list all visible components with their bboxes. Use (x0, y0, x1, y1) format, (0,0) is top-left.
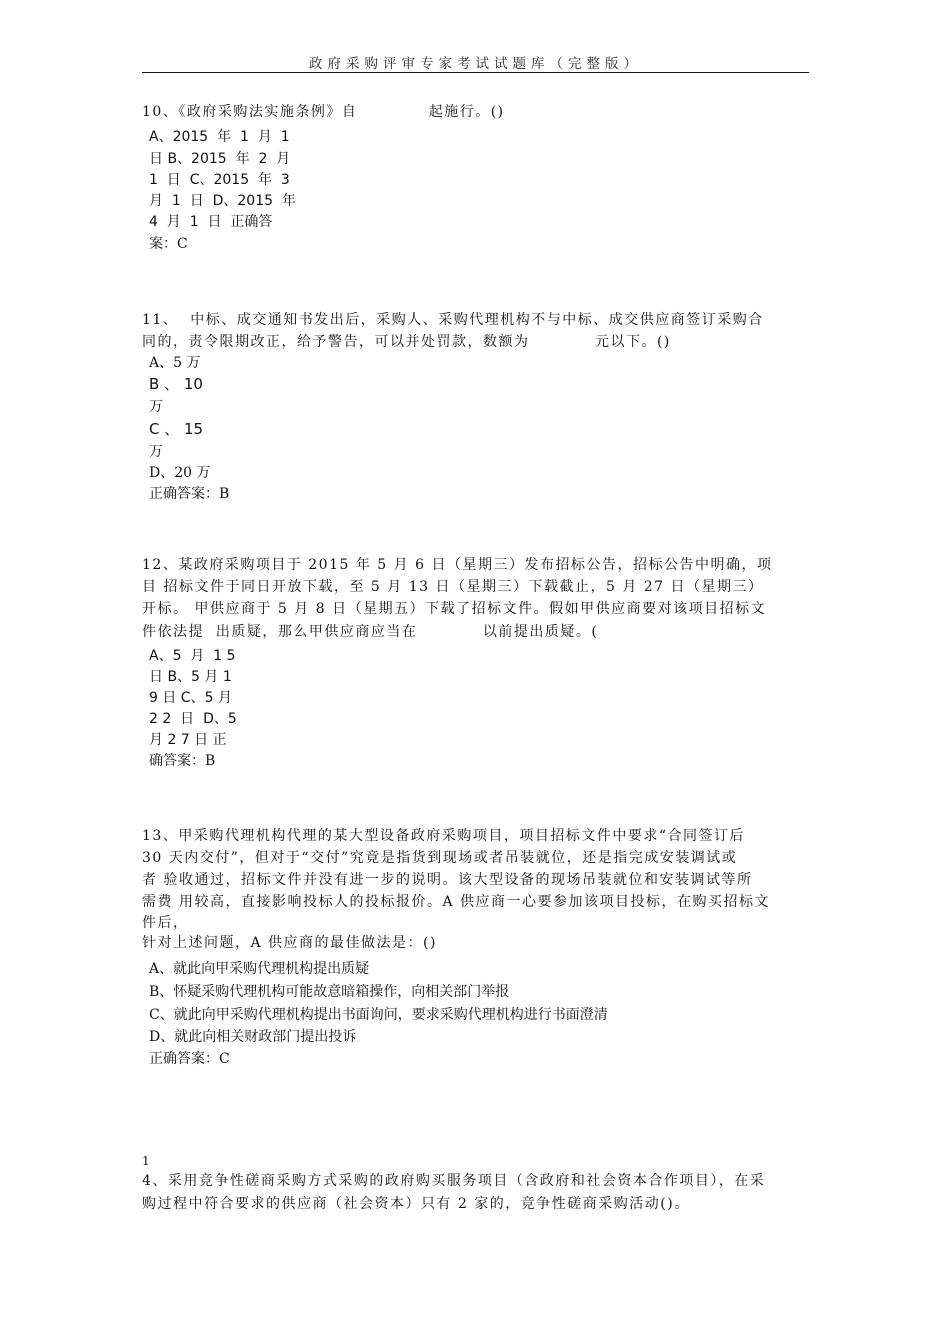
q13-stem-line: 30 天内交付”，但对于“交付”究竟是指货到现场或者吊装就位，还是指完成安装调试或 (142, 850, 738, 866)
q11-option-line: 万 (149, 399, 163, 415)
q13-stem-line: 者 验收通过，招标文件并没有进一步的说明。该大型设备的现场吊装就位和安装调试等所 (142, 872, 753, 888)
q10-option-line: 日 B、2015 年 2 月 (149, 151, 291, 167)
q10-answer: 案：C (149, 236, 188, 252)
q11-stem-line: 11、 中标、成交通知书发出后，采购人、采购代理机构不与中标、成交供应商签订采购合 (142, 312, 764, 328)
q11-option-line: B 、 10 (149, 375, 203, 393)
q10-option-line: 1 日 C、2015 年 3 (149, 172, 290, 188)
q13-option: B、怀疑采购代理机构可能故意暗箱操作，向相关部门举报 (149, 984, 510, 1000)
q11-option-line: C 、 15 (149, 420, 204, 438)
q13-option: C、就此向甲采购代理机构提出书面询问，要求采购代理机构进行书面澄清 (149, 1007, 608, 1023)
q11-option-line: A、5 万 (149, 355, 201, 371)
q12-option-line: A、5 月 1 5 (149, 648, 236, 664)
q4-stem-line: 4、采用竞争性磋商采购方式采购的政府购买服务项目（含政府和社会资本合作项目），在采 (142, 1173, 766, 1189)
q13-stem-line: 针对上述问题，A 供应商的最佳做法是：() (142, 935, 437, 951)
q13-stem-line: 件后， (142, 915, 189, 931)
page-header-title: 政府采购评审专家考试试题库（完整版） (309, 56, 642, 72)
q12-option-line: 日 B、5 月 1 (149, 669, 232, 685)
q13-option: A、就此向甲采购代理机构提出质疑 (149, 961, 370, 977)
q11-option-line: D、20 万 (149, 465, 211, 481)
q12-stem-line: 目 招标文件于同日开放下载，至 5 月 13 日（星期三）下载截止，5 月 27 日（星期三） (142, 579, 764, 595)
q10-option-line: 月 1 日 D、2015 年 (149, 193, 296, 209)
q10-option-line: A、2015 年 1 月 1 (149, 129, 290, 145)
q13-stem-line: 13、甲采购代理机构代理的某大型设备政府采购项目，项目招标文件中要求“合同签订后 (142, 828, 745, 844)
q12-option-line: 月 2 7 日 正 (149, 732, 227, 748)
q13-stem-line: 需费 用较高，直接影响投标人的投标报价。A 供应商一心要参加该项目投标，在购买招标文 (142, 894, 771, 910)
q12-option-line: 2 2 日 D、5 (149, 711, 237, 727)
q13-option: D、就此向相关财政部门提出投诉 (149, 1029, 357, 1045)
page-number: 1 (142, 1154, 150, 1168)
q11-stem-line: 同的，责令限期改正，给予警告，可以并处罚款，数额为 元以下。() (142, 334, 671, 350)
q12-answer: 确答案：B (149, 753, 216, 769)
q10-stem: 10、《政府采购法实施条例》自 起施行。() (142, 104, 505, 120)
q12-stem-line: 开标。 甲供应商于 5 月 8 日（星期五）下载了招标文件。假如甲供应商要对该项目招标文 (142, 601, 767, 617)
q12-stem-line: 件依法提 出质疑，那么甲供应商应当在 以前提出质疑。( (142, 624, 599, 640)
q11-option-line: 万 (149, 444, 163, 460)
q13-answer: 正确答案：C (149, 1051, 230, 1067)
q10-option-line: 4 月 1 日 正确答 (149, 214, 273, 230)
q12-option-line: 9 日 C、5 月 (149, 690, 232, 706)
q12-stem-line: 12、某政府采购项目于 2015 年 5 月 6 日（星期三）发布招标公告，招标公告中明确，项 (142, 557, 773, 573)
q11-answer: 正确答案：B (149, 486, 230, 502)
q4-stem-line: 购过程中符合要求的供应商（社会资本）只有 2 家的，竞争性磋商采购活动()。 (142, 1196, 690, 1212)
header-divider (142, 72, 809, 73)
